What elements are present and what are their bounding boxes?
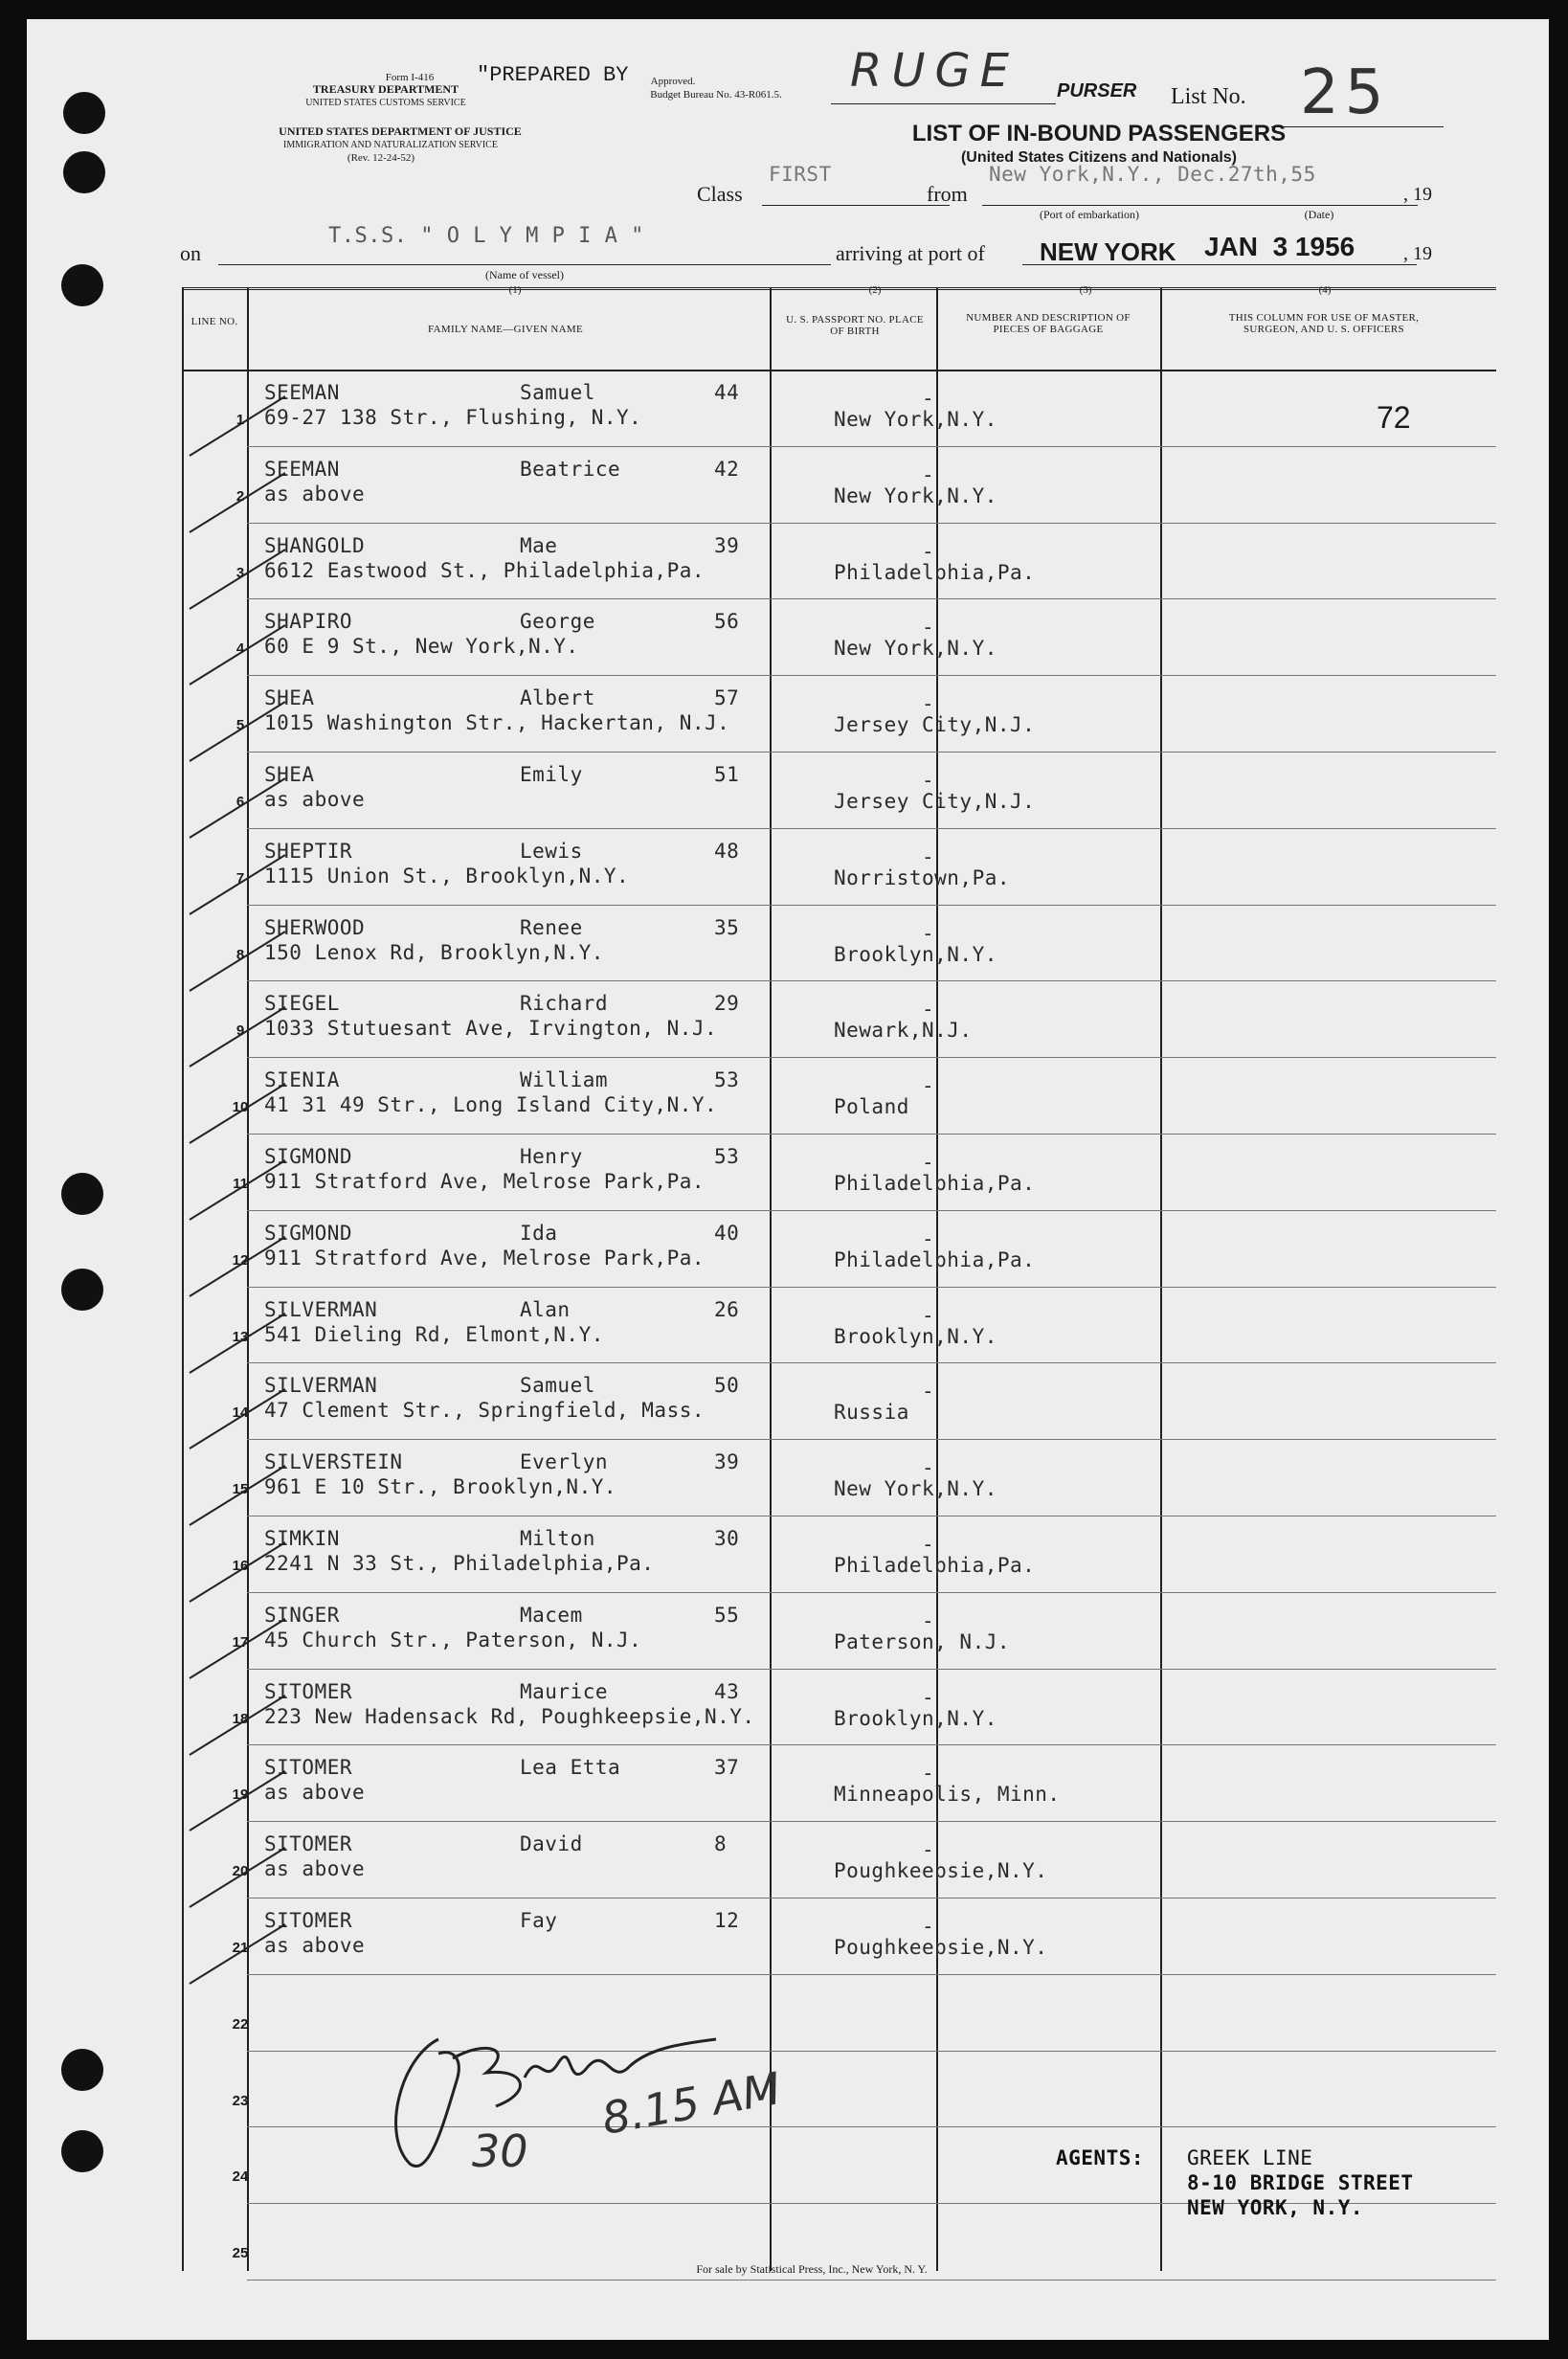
line-number: 4	[235, 640, 245, 658]
address: 223 New Hadensack Rd, Poughkeepsie,N.Y.	[264, 1704, 755, 1728]
birthplace: Poland	[834, 1095, 909, 1119]
justice-dept: UNITED STATES DEPARTMENT OF JUSTICE	[279, 124, 522, 138]
check-mark-icon	[180, 465, 295, 542]
row-divider	[247, 1057, 1496, 1058]
punch-hole	[61, 2130, 103, 2172]
line-number: 13	[232, 1328, 249, 1345]
passport-no: -	[922, 1762, 935, 1786]
family-name: SITOMER	[264, 1832, 353, 1856]
row-divider	[247, 1362, 1496, 1363]
form-number: Form I-416	[385, 72, 435, 83]
arrival-date: JAN 3 1956	[1204, 232, 1355, 261]
given-name: Samuel	[520, 381, 595, 404]
row-divider	[247, 1287, 1496, 1288]
row-divider	[247, 1821, 1496, 1822]
customs-service: UNITED STATES CUSTOMS SERVICE	[305, 98, 466, 108]
family-name: SILVERMAN	[264, 1297, 378, 1321]
caption-4: (4)	[1318, 284, 1332, 296]
address: as above	[264, 1934, 366, 1957]
address: 60 E 9 St., New York,N.Y.	[264, 635, 579, 659]
family-name: SINGER	[264, 1603, 340, 1627]
passport-no: -	[922, 1608, 935, 1632]
birthplace: Philadelphia,Pa.	[834, 1172, 1036, 1195]
date-caption: (Date)	[1304, 208, 1334, 221]
line-number: 1	[235, 412, 245, 428]
family-name: SILVERSTEIN	[264, 1450, 403, 1474]
family-name: SHEA	[264, 686, 315, 710]
punch-hole	[61, 1173, 103, 1215]
table-header-rule	[182, 370, 1496, 371]
row-divider	[247, 1669, 1496, 1670]
purser-label: PURSER	[1057, 80, 1137, 101]
given-name: Mae	[520, 533, 558, 557]
birthplace: New York,N.Y.	[834, 408, 997, 431]
agents-line-2: 8-10 BRIDGE STREET	[1187, 2171, 1414, 2194]
birthplace: New York,N.Y.	[834, 637, 997, 661]
class-label: Class	[697, 182, 743, 206]
birthplace: Jersey City,N.J.	[834, 790, 1036, 813]
family-name: SHEPTIR	[264, 839, 353, 863]
row-divider	[247, 1744, 1496, 1745]
row-divider	[247, 598, 1496, 599]
check-mark-icon	[180, 1917, 295, 1993]
birthplace: New York,N.Y.	[834, 483, 997, 507]
manifest-sheet	[27, 19, 1549, 2340]
passport-no: -	[922, 462, 935, 486]
age: 37	[714, 1756, 740, 1780]
address: 911 Stratford Ave, Melrose Park,Pa.	[264, 1170, 706, 1193]
row-divider	[247, 675, 1496, 676]
family-name: SHEA	[264, 763, 315, 786]
header-passport: U. S. PASSPORT NO. PLACE OF BIRTH	[786, 314, 924, 337]
vessel-caption: (Name of vessel)	[485, 268, 564, 281]
address: 47 Clement Str., Springfield, Mass.	[264, 1399, 706, 1423]
given-name: Maurice	[520, 1679, 609, 1703]
birthplace: Paterson, N.J.	[834, 1629, 1011, 1653]
passport-no: -	[922, 1915, 935, 1938]
on-label: on	[180, 241, 201, 265]
caption-1: (1)	[508, 284, 522, 296]
family-name: SITOMER	[264, 1756, 353, 1780]
birthplace: Poughkeepsie,N.Y.	[834, 1936, 1048, 1959]
age: 12	[714, 1909, 740, 1932]
check-mark-icon	[180, 618, 295, 694]
passport-no: -	[922, 616, 935, 640]
line-number: 23	[232, 2092, 249, 2109]
row-divider	[247, 1592, 1496, 1593]
age: 39	[714, 1450, 740, 1474]
check-mark-icon	[180, 1306, 295, 1382]
given-name: Milton	[520, 1527, 595, 1550]
given-name: Richard	[520, 992, 609, 1016]
family-name: SIMKIN	[264, 1527, 340, 1550]
check-mark-icon	[180, 771, 295, 847]
family-name: SEEMAN	[264, 381, 340, 404]
row-divider	[247, 752, 1496, 753]
line-number: 20	[232, 1863, 249, 1880]
address: as above	[264, 1781, 366, 1805]
address: 961 E 10 Str., Brooklyn,N.Y.	[264, 1475, 617, 1499]
agents-line-1: GREEK LINE	[1187, 2146, 1313, 2169]
from-value: New York,N.Y., Dec.27th,55	[989, 163, 1316, 186]
punch-hole	[63, 151, 105, 193]
birthplace: Philadelphia,Pa.	[834, 1247, 1036, 1271]
family-name: SITOMER	[264, 1679, 353, 1703]
row-divider	[247, 905, 1496, 906]
row-divider	[247, 523, 1496, 524]
given-name: Lea Etta	[520, 1756, 621, 1780]
line-number: 9	[235, 1022, 245, 1040]
passport-no: -	[922, 921, 935, 945]
given-name: Macem	[520, 1603, 583, 1627]
age: 57	[714, 686, 740, 710]
punch-hole	[63, 92, 105, 134]
birthplace: New York,N.Y.	[834, 1477, 997, 1501]
address: 541 Dieling Rd, Elmont,N.Y.	[264, 1322, 604, 1346]
passport-no: -	[922, 1380, 935, 1404]
punch-hole	[61, 1269, 103, 1311]
punch-hole	[61, 2049, 103, 2091]
address: 2241 N 33 St., Philadelphia,Pa.	[264, 1552, 655, 1575]
line-number: 11	[233, 1176, 248, 1192]
birthplace: Philadelphia,Pa.	[834, 560, 1036, 584]
family-name: SHAPIRO	[264, 610, 353, 634]
given-name: Beatrice	[520, 457, 621, 481]
birthplace: Newark,N.J.	[834, 1019, 973, 1043]
check-mark-icon	[180, 1076, 295, 1153]
line-number: 7	[235, 869, 245, 887]
age: 50	[714, 1374, 740, 1398]
punch-hole	[61, 264, 103, 306]
check-mark-icon	[180, 1458, 295, 1535]
address: 6612 Eastwood St., Philadelphia,Pa.	[264, 558, 706, 582]
list-no-label: List No.	[1171, 84, 1246, 109]
port-embark-caption: (Port of embarkation)	[1040, 208, 1139, 221]
family-name: SIGMOND	[264, 1221, 353, 1245]
age: 44	[714, 381, 740, 404]
age: 43	[714, 1679, 740, 1703]
passport-no: -	[922, 539, 935, 563]
address: 69-27 138 Str., Flushing, N.Y.	[264, 406, 642, 429]
age: 26	[714, 1297, 740, 1321]
given-name: Albert	[520, 686, 595, 710]
given-name: Henry	[520, 1145, 583, 1168]
caption-3: (3)	[1079, 284, 1092, 296]
check-mark-icon	[180, 542, 295, 618]
check-mark-icon	[180, 924, 295, 1000]
line-number: 12	[232, 1251, 249, 1269]
family-name: SHERWOOD	[264, 915, 366, 939]
given-name: Ida	[520, 1221, 558, 1245]
age: 42	[714, 457, 740, 481]
check-mark-icon	[180, 1000, 295, 1076]
check-mark-icon	[180, 1840, 295, 1917]
address: as above	[264, 788, 366, 811]
passport-no: -	[922, 1226, 935, 1250]
age: 40	[714, 1221, 740, 1245]
given-name: Everlyn	[520, 1450, 609, 1474]
age: 55	[714, 1603, 740, 1627]
check-mark-icon	[180, 1688, 295, 1764]
check-mark-icon	[180, 694, 295, 771]
check-mark-icon	[180, 847, 295, 924]
passport-no: -	[922, 1151, 935, 1174]
address: 1015 Washington Str., Hackertan, N.J.	[264, 711, 730, 735]
line-number: 10	[232, 1099, 249, 1116]
line-number: 24	[232, 2168, 249, 2186]
birthplace: Brooklyn,N.Y.	[834, 1324, 997, 1348]
line-number: 5	[235, 717, 245, 734]
line-number: 16	[232, 1558, 249, 1574]
row-divider	[247, 446, 1496, 447]
row-divider	[247, 828, 1496, 829]
line-number: 22	[232, 2015, 249, 2033]
agents-label: AGENTS:	[1056, 2146, 1145, 2169]
caption-2: (2)	[868, 284, 882, 296]
birthplace: Brooklyn,N.Y.	[834, 1706, 997, 1730]
given-name: Fay	[520, 1909, 558, 1932]
address: 45 Church Str., Paterson, N.J.	[264, 1628, 642, 1651]
passport-no: -	[922, 692, 935, 716]
budget-bureau: Budget Bureau No. 43-R061.5.	[650, 89, 782, 101]
age: 8	[714, 1832, 728, 1856]
line-number: 14	[232, 1404, 249, 1422]
given-name: Renee	[520, 915, 583, 939]
given-name: Emily	[520, 763, 583, 786]
header-line-no: LINE NO.	[190, 316, 238, 327]
list-number: 25	[1300, 57, 1390, 128]
age: 48	[714, 839, 740, 863]
footer-note: For sale by Statistical Press, Inc., New York, N. Y.	[696, 2262, 928, 2276]
check-mark-icon	[180, 1535, 295, 1611]
address: 1033 Stutuesant Ave, Irvington, N.J.	[264, 1017, 718, 1041]
line-number: 19	[232, 1786, 249, 1804]
class-value: FIRST	[769, 163, 832, 186]
family-name: SEEMAN	[264, 457, 340, 481]
given-name: Samuel	[520, 1374, 595, 1398]
given-name: William	[520, 1068, 609, 1092]
given-name: Alan	[520, 1297, 571, 1321]
passport-no: -	[922, 387, 935, 410]
table-top-rule	[182, 287, 1496, 290]
birthplace: Minneapolis, Minn.	[834, 1783, 1061, 1807]
line-number: 25	[232, 2245, 249, 2262]
birthplace: Brooklyn,N.Y.	[834, 942, 997, 966]
header-name: FAMILY NAME—GIVEN NAME	[428, 324, 583, 335]
family-name: SIGMOND	[264, 1145, 353, 1168]
address: as above	[264, 1857, 366, 1881]
revision: (Rev. 12-24-52)	[347, 152, 415, 164]
age: 53	[714, 1068, 740, 1092]
passport-no: -	[922, 1838, 935, 1862]
line-number: 21	[232, 1940, 249, 1956]
given-name: David	[520, 1832, 583, 1856]
line-number: 8	[235, 946, 245, 963]
row-divider	[247, 1210, 1496, 1211]
birthplace: Russia	[834, 1401, 909, 1425]
family-name: SITOMER	[264, 1909, 353, 1932]
address: 911 Stratford Ave, Melrose Park,Pa.	[264, 1246, 706, 1269]
age: 51	[714, 763, 740, 786]
line-number: 6	[235, 794, 245, 810]
passport-no: -	[922, 1533, 935, 1556]
passport-no: -	[922, 1303, 935, 1327]
treasury-dept: TREASURY DEPARTMENT	[312, 82, 459, 96]
agents-line-3: NEW YORK, N.Y.	[1187, 2196, 1364, 2219]
passport-no: -	[922, 769, 935, 792]
page-subtitle: (United States Citizens and Nationals)	[960, 149, 1238, 166]
line-number: 17	[232, 1633, 249, 1651]
age: 30	[714, 1527, 740, 1550]
passport-no: -	[922, 1685, 935, 1709]
vessel-name: T.S.S. " O L Y M P I A "	[328, 224, 644, 248]
prepared-by-label: "PREPARED BY	[477, 63, 629, 87]
from-label: from	[927, 182, 968, 206]
check-mark-icon	[180, 1229, 295, 1306]
birthplace: Jersey City,N.J.	[834, 713, 1036, 737]
handwritten-time: 8.15 AM	[597, 2062, 785, 2145]
age: 53	[714, 1145, 740, 1168]
given-name: George	[520, 610, 595, 634]
passport-no: -	[922, 844, 935, 868]
line-number: 15	[232, 1481, 249, 1498]
family-name: SIEGEL	[264, 992, 340, 1016]
family-name: SIENIA	[264, 1068, 340, 1092]
row-divider	[247, 1974, 1496, 1975]
prepared-by-name: RUGE	[850, 44, 1019, 98]
check-mark-icon	[180, 1764, 295, 1840]
page-title: LIST OF IN-BOUND PASSENGERS	[911, 121, 1287, 146]
row-divider	[247, 1134, 1496, 1135]
line-number: 3	[235, 564, 245, 581]
address: 150 Lenox Rd, Brooklyn,N.Y.	[264, 940, 604, 964]
family-name: SILVERMAN	[264, 1374, 378, 1398]
birthplace: Poughkeepsie,N.Y.	[834, 1859, 1048, 1883]
passport-no: -	[922, 1074, 935, 1098]
passport-no: -	[922, 998, 935, 1022]
check-mark-icon	[180, 1382, 295, 1458]
row-divider	[247, 1439, 1496, 1440]
address: as above	[264, 482, 366, 506]
line-number: 18	[232, 1710, 249, 1727]
ins-service: IMMIGRATION AND NATURALIZATION SERVICE	[283, 140, 498, 150]
age: 29	[714, 992, 740, 1016]
line-number: 2	[235, 487, 245, 505]
arriving-label: arriving at port of	[836, 241, 985, 265]
year-suffix: , 19	[1403, 184, 1432, 205]
row-divider	[247, 980, 1496, 981]
passport-no: -	[922, 1456, 935, 1480]
check-mark-icon	[180, 1153, 295, 1229]
check-mark-icon	[180, 1611, 295, 1688]
signature-count: 30	[472, 2125, 528, 2177]
approved-word: Approved.	[650, 76, 696, 87]
header-officers: THIS COLUMN FOR USE OF MASTER, SURGEON, AND U. S. OFFICERS	[1228, 312, 1420, 335]
header-baggage: NUMBER AND DESCRIPTION OF PIECES OF BAGGAGE	[966, 312, 1131, 335]
address: 1115 Union St., Brooklyn,N.Y.	[264, 864, 630, 887]
officer-note: 72	[1377, 400, 1411, 435]
age: 39	[714, 533, 740, 557]
age: 56	[714, 610, 740, 634]
year-suffix-2: , 19	[1403, 243, 1432, 264]
check-mark-icon	[180, 389, 295, 465]
birthplace: Norristown,Pa.	[834, 865, 1011, 889]
birthplace: Philadelphia,Pa.	[834, 1554, 1036, 1577]
address: 41 31 49 Str., Long Island City,N.Y.	[264, 1093, 718, 1117]
age: 35	[714, 915, 740, 939]
arrival-port: NEW YORK	[1040, 237, 1176, 266]
given-name: Lewis	[520, 839, 583, 863]
family-name: SHANGOLD	[264, 533, 366, 557]
